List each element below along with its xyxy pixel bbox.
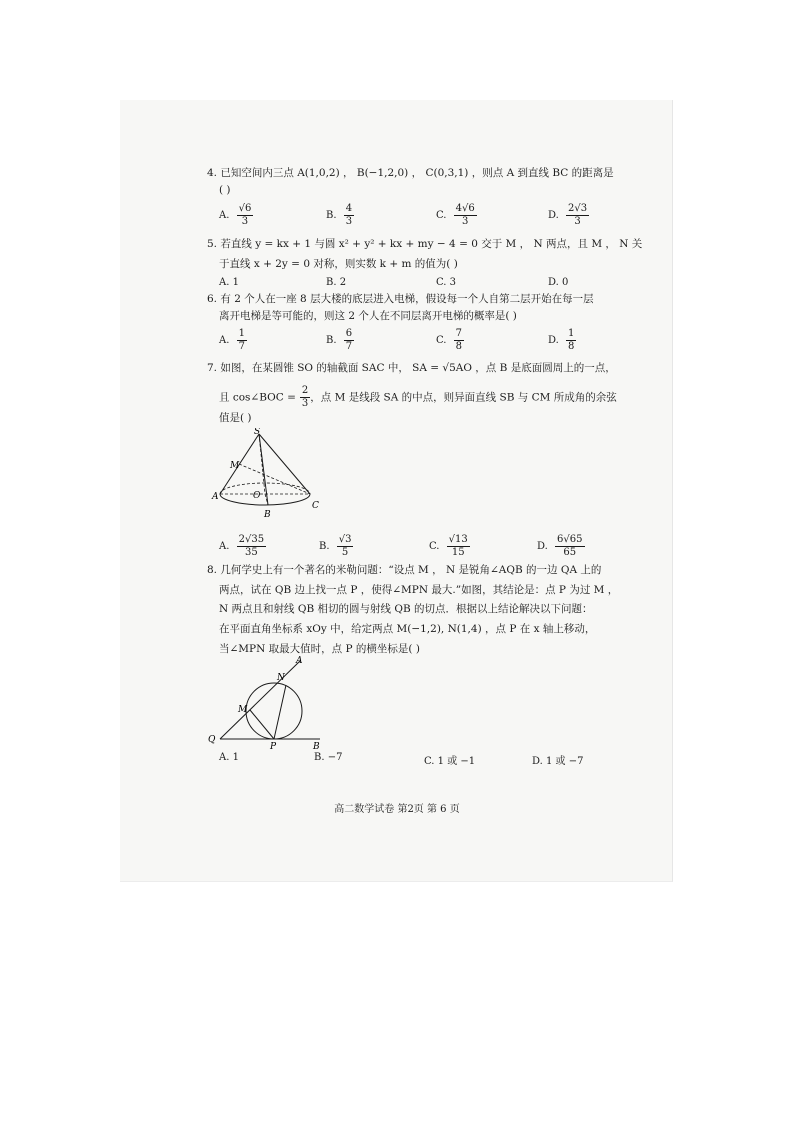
page-footer: 高二数学试卷 第2页 第 6 页 bbox=[334, 804, 460, 815]
q5-option-c[interactable]: C. 3 bbox=[436, 277, 457, 288]
miller-figure bbox=[200, 655, 340, 755]
q6-option-a-den: 7 bbox=[238, 341, 245, 352]
q6-option-a-num: 1 bbox=[238, 328, 245, 339]
cone-label-m: M bbox=[230, 461, 240, 471]
q8-stem-line2: 两点，试在 QB 边上找一点 P ，使得∠MPN 最大.”如图，其结论是：点 P 为过 M ， bbox=[219, 584, 619, 596]
q7-option-d-num: 6√65 bbox=[557, 534, 583, 545]
cone-label-b: B bbox=[264, 510, 271, 520]
q7-cos-num: 2 bbox=[301, 385, 309, 396]
miller-label-n: N bbox=[277, 673, 285, 683]
segment-pn bbox=[274, 685, 286, 739]
q7-stem-line2-end: ，点 M 是线段 SA 的中点，则异面直线 SB 与 CM 所成角的余弦 bbox=[310, 391, 617, 404]
q4-option-d[interactable]: D. $\frac{2√3}{3}$ bbox=[548, 203, 588, 227]
segment-pm bbox=[250, 710, 274, 739]
scan-edge bbox=[120, 100, 673, 882]
q7-option-b[interactable]: B. $\frac{√3}{5}$ bbox=[319, 534, 352, 558]
q7-option-d-den: 65 bbox=[563, 547, 577, 558]
q4-option-d-num: 2√3 bbox=[568, 203, 588, 214]
q7-option-b-num: √3 bbox=[338, 534, 352, 545]
q8-stem-line3: N 两点且和射线 QB 相切的圆与射线 QB 的切点．根据以上结论解决以下问题： bbox=[219, 603, 593, 615]
q4-option-c-num: 4√6 bbox=[455, 203, 475, 214]
q7-option-c-den: 15 bbox=[451, 547, 465, 558]
cone-figure bbox=[210, 428, 320, 528]
q4-stem-line2: ( ) bbox=[219, 184, 231, 196]
q6-option-b-num: 6 bbox=[345, 328, 353, 339]
miller-label-q: Q bbox=[208, 735, 216, 745]
q7-stem-line1: 7. 如图，在某圆锥 SO 的轴截面 SAC 中， SA = √5AO ，点 B 是底面圆周上的一点， bbox=[207, 362, 616, 374]
cone-edge-sc bbox=[259, 434, 310, 494]
q6-option-c-num: 7 bbox=[455, 328, 463, 339]
miller-label-m: M bbox=[238, 705, 248, 715]
q5-option-d[interactable]: D. 0 bbox=[548, 277, 569, 288]
q4-option-a-num: √6 bbox=[238, 203, 252, 214]
q6-option-b[interactable]: B. $\frac{6}{7}$ bbox=[326, 328, 353, 352]
cone-label-o: O bbox=[253, 491, 261, 501]
miller-label-p: P bbox=[270, 742, 277, 752]
q6-option-b-den: 7 bbox=[345, 341, 353, 352]
q4-option-c-den: 3 bbox=[462, 216, 469, 227]
q7-stem-line3: 值是( ) bbox=[219, 412, 252, 424]
q7-option-b-den: 5 bbox=[341, 547, 349, 558]
q5-stem-line2: 于直线 x + 2y = 0 对称，则实数 k + m 的值为( ) bbox=[219, 258, 458, 270]
q7-option-a-den: 35 bbox=[244, 547, 258, 558]
q6-stem-line1: 6. 有 2 个人在一座 8 层大楼的底层进入电梯，假设每一个人自第二层开始在每一层 bbox=[207, 293, 594, 305]
tangent-circle bbox=[246, 683, 302, 739]
q7-option-c-num: √13 bbox=[448, 534, 468, 545]
q4-option-b-den: 3 bbox=[345, 216, 353, 227]
q5-stem-line1: 5. 若直线 y = kx + 1 与圆 x² + y² + kx + my − 4 = 0 交于 M ， N 两点，且 M ， N 关 bbox=[207, 238, 643, 250]
q8-option-a[interactable]: A. 1 bbox=[219, 752, 239, 763]
q4-option-d-den: 3 bbox=[574, 216, 581, 227]
q5-option-b[interactable]: B. 2 bbox=[326, 277, 347, 288]
cone-label-c: C bbox=[312, 501, 319, 511]
q5-option-a[interactable]: A. 1 bbox=[219, 277, 239, 288]
q8-option-d[interactable]: D. 1 或 −7 bbox=[532, 756, 584, 767]
q4-option-a-den: 3 bbox=[241, 216, 249, 227]
q4-option-c[interactable]: C. $\frac{4√6}{3}$ bbox=[436, 203, 475, 227]
ray-qa bbox=[220, 661, 300, 739]
q6-option-d-den: 8 bbox=[568, 341, 575, 352]
q7-cos-den: 3 bbox=[301, 398, 309, 409]
q8-stem-line5: 当∠MPN 取最大值时，点 P 的横坐标是( ) bbox=[219, 643, 420, 655]
miller-label-a: A bbox=[296, 656, 303, 666]
q8-option-c[interactable]: C. 1 或 −1 bbox=[424, 756, 476, 767]
q4-option-b[interactable]: B. $\frac{4}{3}$ bbox=[326, 203, 353, 227]
cone-label-s: S bbox=[254, 428, 261, 437]
q4-option-b-num: 4 bbox=[345, 203, 353, 214]
q6-option-d[interactable]: D. $\frac{1}{8}$ bbox=[548, 328, 575, 352]
q4-stem-line1: 4. 已知空间内三点 A(1,0,2) ， B(−1,2,0) ， C(0,3,1) ，则点 A 到直线 BC 的距离是 bbox=[207, 167, 614, 179]
q7-option-a-num: 2√35 bbox=[238, 534, 265, 545]
q8-option-b[interactable]: B. −7 bbox=[314, 752, 343, 763]
q7-stem-line2 bbox=[219, 385, 617, 410]
q8-stem-line4: 在平面直角坐标系 xOy 中，给定两点 M(−1,2), N(1,4) ，点 P 在 x 轴上移动， bbox=[219, 623, 596, 635]
q6-option-c-den: 8 bbox=[455, 341, 463, 352]
q7-stem-line2-start: 且 cos∠BOC = bbox=[219, 391, 296, 404]
cone-base-front-arc bbox=[220, 494, 310, 505]
q6-option-d-num: 1 bbox=[568, 328, 575, 339]
q7-option-c[interactable]: C. $\frac{√13}{15}$ bbox=[429, 534, 468, 558]
cone-label-a: A bbox=[212, 492, 219, 502]
q7-option-d[interactable]: D. $\frac{6√65}{65}$ bbox=[537, 534, 583, 558]
q4-option-a[interactable]: A. $\frac{√6}{3}$ bbox=[219, 203, 252, 227]
cone-segment-cm bbox=[239, 464, 310, 494]
miller-label-b: B bbox=[313, 742, 320, 752]
q6-stem-line2: 离开电梯是等可能的，则这 2 个人在不同层离开电梯的概率是( ) bbox=[219, 310, 517, 322]
q7-option-a[interactable]: A. $\frac{2√35}{35}$ bbox=[219, 534, 265, 558]
q6-option-a[interactable]: A. $\frac{1}{7}$ bbox=[219, 328, 245, 352]
q8-stem-line1: 8. 几何学史上有一个著名的米勒问题：“设点 M ， N 是锐角∠AQB 的一边 QA 上的 bbox=[207, 564, 602, 576]
q6-option-c[interactable]: C. $\frac{7}{8}$ bbox=[436, 328, 463, 352]
